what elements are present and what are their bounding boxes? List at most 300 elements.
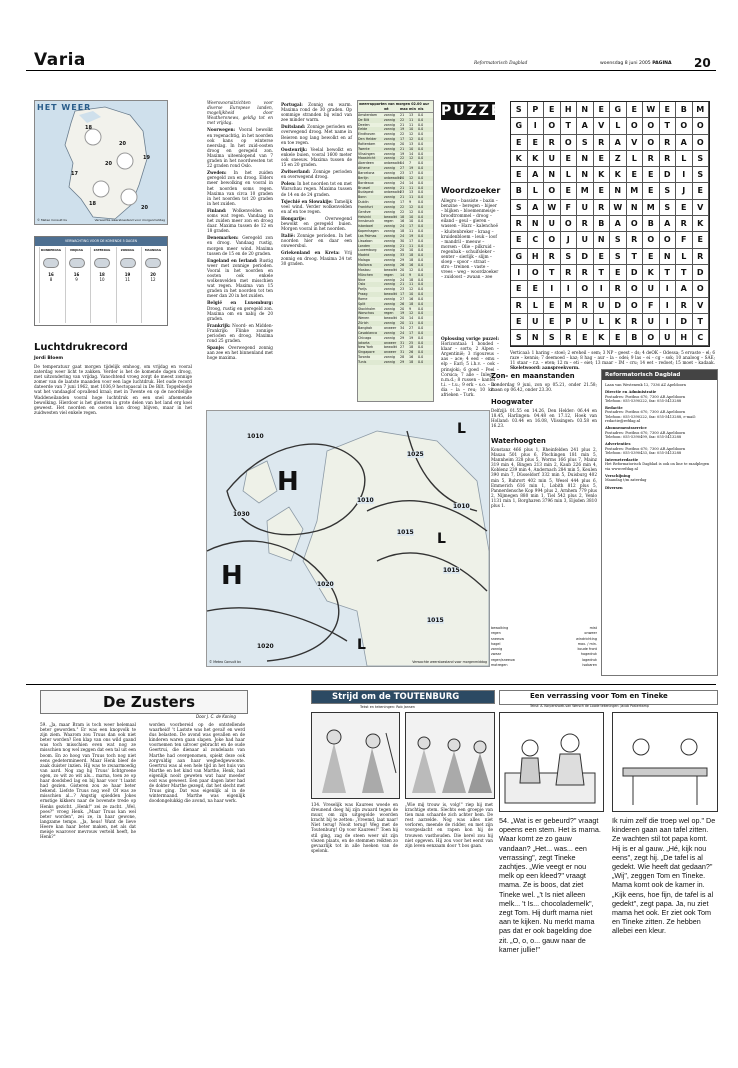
table-cell: 0.0 bbox=[418, 316, 424, 321]
colofon-line: Maandag t/m zaterdag bbox=[605, 478, 647, 483]
temp-label: 19 bbox=[143, 155, 150, 161]
table-cell: 0.0 bbox=[418, 238, 424, 243]
table-cell: 0.0 bbox=[418, 214, 424, 219]
grid-cell: U bbox=[643, 281, 660, 297]
weer-country: Engeland en Ierland: bbox=[207, 257, 258, 263]
weer-text: Zonnige perioden en overwegend droog. Met name in Beieren nog lang bewolkt en af en toe regen. bbox=[281, 124, 352, 145]
legend-item: bewolking bbox=[491, 626, 509, 630]
grid-cell: F bbox=[643, 298, 660, 314]
grid-cell: U bbox=[528, 314, 545, 330]
grid-cell: T bbox=[660, 265, 677, 281]
forecast-day-name: MAANDAG bbox=[144, 248, 162, 252]
grid-cell: U bbox=[544, 216, 561, 232]
grid-cell: J bbox=[561, 232, 578, 248]
weer-paragraph bbox=[207, 170, 273, 206]
table-cell: 0.0 bbox=[418, 156, 424, 161]
grid-cell: K bbox=[610, 167, 627, 183]
weer-text: Zonnig en warm. Maxima rond de 30 graden. Op sommige stranden bij wind van zee minder warm. bbox=[281, 102, 352, 123]
table-cell: 24 bbox=[400, 277, 405, 282]
table-row bbox=[358, 360, 433, 365]
table-cell: 19 bbox=[400, 311, 405, 316]
table-cell: Las Palmas bbox=[358, 233, 377, 238]
forecast-day bbox=[90, 247, 113, 323]
legend-item: koude front bbox=[577, 647, 597, 652]
forecast-day bbox=[141, 247, 164, 323]
grid-cell: R bbox=[577, 265, 594, 281]
weer-paragraph bbox=[207, 323, 273, 343]
table-cell: 26 bbox=[409, 350, 414, 355]
table-cell: Frankfurt bbox=[358, 204, 373, 209]
table-cell: 0.0 bbox=[418, 122, 424, 127]
table-cell: zonnig bbox=[384, 355, 395, 360]
low-pressure-label: L bbox=[457, 421, 466, 437]
grid-cell: R bbox=[511, 216, 528, 232]
table-cell: zonnig bbox=[384, 287, 395, 292]
header-date bbox=[600, 61, 672, 66]
table-cell: zonnig bbox=[384, 229, 395, 234]
grid-cell: P bbox=[561, 314, 578, 330]
grid-cell: R bbox=[627, 232, 644, 248]
table-cell: Budapest bbox=[358, 190, 374, 195]
grid-cell: O bbox=[627, 216, 644, 232]
table-cell: Toronto bbox=[358, 355, 371, 360]
weer-country: Zwitserland: bbox=[281, 169, 311, 175]
grid-cell: S bbox=[511, 200, 528, 216]
weer-country: Griekenland en Kreta: bbox=[281, 250, 340, 256]
map-credit: © Meteo Consult bv bbox=[209, 660, 242, 664]
table-cell: Moskou bbox=[358, 267, 371, 272]
grid-cell: R bbox=[577, 298, 594, 314]
table-cell: 0.0 bbox=[418, 137, 424, 142]
table-cell: Oslo bbox=[358, 282, 366, 287]
table-cell: 24 bbox=[400, 180, 405, 185]
table-cell: zonnig bbox=[384, 277, 395, 282]
grid-row bbox=[511, 216, 709, 232]
grid-cell: E bbox=[610, 330, 627, 346]
grid-cell: I bbox=[660, 314, 677, 330]
woordzoeker-title: Woordzoeker bbox=[441, 186, 501, 195]
weather-logo: HET WEER bbox=[37, 103, 92, 112]
toutenburg-text-2: „Wie mij trouw is, volg!" riep hij met krachtige stem. Slechts een groepje van tien man schaarde zich achter hem. De rest aarzelde. Nog was alles niet verloren, meende de ridder, en met zijn voorgeslacht en rapen kon hij de trouwen vasthouden. Die kerel zou hij niet opgeven. Hij zou voor het eerst van zijn leven eenzaam door 't bos gaan. bbox=[405, 802, 493, 848]
table-cell: 12 bbox=[409, 132, 414, 137]
table-cell: Stockholm bbox=[358, 306, 376, 311]
grid-cell: G bbox=[511, 249, 528, 265]
grid-cell: E bbox=[511, 281, 528, 297]
table-cell: 33 bbox=[400, 253, 405, 258]
legend-item: windrichting bbox=[576, 636, 597, 641]
comic-drawing bbox=[613, 713, 717, 811]
grid-cell: D bbox=[660, 167, 677, 183]
grid-cell: O bbox=[544, 118, 561, 134]
table-cell: 18 bbox=[409, 277, 414, 282]
weer-paragraph bbox=[207, 300, 273, 320]
toutenburg-banner bbox=[311, 690, 495, 704]
table-cell: 12 bbox=[409, 209, 414, 214]
weer-text: Overwegend zonnig aan zee en het binnenland met hoge maxima. bbox=[207, 345, 273, 361]
table-cell: 0.0 bbox=[418, 146, 424, 151]
forecast-min: 8 bbox=[49, 277, 53, 282]
grid-cell: V bbox=[627, 135, 644, 151]
colofon-body bbox=[605, 383, 714, 671]
grid-cell: R bbox=[627, 314, 644, 330]
table-cell: 0.0 bbox=[418, 112, 424, 117]
table-cell: Jakarta bbox=[358, 340, 370, 345]
table-cell: 23 bbox=[400, 190, 405, 195]
table-cell: 17 bbox=[400, 137, 405, 142]
map-credit: © Meteo Consult bv bbox=[37, 218, 68, 222]
table-cell: 0.0 bbox=[418, 127, 424, 132]
waterhoogten-title: Waterhoogten bbox=[491, 437, 546, 445]
table-cell: 23 bbox=[400, 170, 405, 175]
table-cell: 21 bbox=[400, 122, 405, 127]
grid-row bbox=[511, 167, 709, 183]
weer-paragraph bbox=[207, 258, 273, 299]
grid-cell: U bbox=[577, 232, 594, 248]
grid-cell: O bbox=[577, 281, 594, 297]
grid-cell: L bbox=[528, 183, 545, 199]
table-cell: onbewolkt bbox=[384, 190, 402, 195]
grid-cell: E bbox=[528, 281, 545, 297]
table-cell: Luxemburg bbox=[358, 248, 377, 253]
puzzel-title: PUZZEL bbox=[441, 103, 514, 119]
table-cell: Amsterdam bbox=[358, 112, 378, 117]
tom-tineke-credit: Tekst: A. Korpershoek-van Wersch de Loode tekeningen: Jacob Posterkamp bbox=[530, 704, 649, 708]
grid-cell: D bbox=[610, 298, 627, 314]
legend-item: isobaren bbox=[582, 663, 597, 668]
table-cell: 16 bbox=[409, 296, 414, 301]
table-cell: 11 bbox=[409, 195, 414, 200]
grid-cell: S bbox=[561, 249, 578, 265]
weer-text: Droog, rustig en geregeld zon. Maxima om en nabij de 20 graden. bbox=[207, 305, 273, 321]
grid-cell: I bbox=[544, 281, 561, 297]
grid-cell: O bbox=[660, 232, 677, 248]
colofon-title: Reformatorisch Dagblad bbox=[602, 370, 717, 380]
table-cell: 0.0 bbox=[418, 161, 424, 166]
forecast-max: 18 bbox=[99, 272, 105, 277]
weather-table-title: weerrapporten van morgen 02.00 uur bbox=[359, 102, 430, 106]
table-cell: zonnig bbox=[384, 258, 395, 263]
grid-cell: G bbox=[511, 118, 528, 134]
table-cell: 0.0 bbox=[418, 190, 424, 195]
table-cell: Casablanca bbox=[358, 330, 378, 335]
table-cell: New York bbox=[358, 345, 374, 350]
low-pressure-label: L bbox=[437, 531, 446, 547]
grid-cell: L bbox=[610, 118, 627, 134]
grid-cell: O bbox=[693, 118, 710, 134]
table-cell: 0.0 bbox=[418, 175, 424, 180]
legend-item: mist bbox=[589, 626, 597, 630]
grid-cell: B bbox=[676, 102, 693, 118]
grid-cell: R bbox=[610, 281, 627, 297]
weer-country: Frankrijk: bbox=[207, 322, 231, 328]
forecast-table bbox=[34, 236, 168, 326]
forecast-min: 9 bbox=[75, 277, 78, 282]
table-cell: zonnig bbox=[384, 112, 395, 117]
grid-cell: K bbox=[528, 151, 545, 167]
weather-table-header-cell bbox=[358, 107, 384, 112]
weer-text: Tamelijk veel wind. Verder wolkenvelden en af en toe regen. bbox=[281, 198, 352, 214]
grid-cell: L bbox=[676, 249, 693, 265]
grid-cell: N bbox=[577, 151, 594, 167]
table-cell: Kopenhagen bbox=[358, 229, 379, 234]
low-pressure-label: L bbox=[357, 637, 366, 653]
table-cell: zonnig bbox=[384, 166, 395, 171]
map-caption: Verwachte weerstoestand voor morgenmiddag bbox=[412, 660, 487, 664]
table-cell: 18 bbox=[400, 229, 405, 234]
legend-row bbox=[491, 663, 597, 668]
table-cell: 20 bbox=[400, 316, 405, 321]
grid-cell: I bbox=[528, 118, 545, 134]
weer-text: Vrij zonnig en droog. Maxima 24 tot 30 graden. bbox=[281, 250, 352, 266]
table-cell: zonnig bbox=[384, 263, 395, 267]
table-cell: Chicago bbox=[358, 335, 372, 340]
toutenburg-credit: Tekst en tekeningen: Rob Jansen bbox=[360, 705, 415, 709]
grid-cell: R bbox=[693, 249, 710, 265]
isobar-label: 1030 bbox=[233, 511, 250, 518]
table-cell: 0.0 bbox=[418, 151, 424, 156]
table-cell: 18 bbox=[409, 253, 414, 258]
weer-country: Noorwegen: bbox=[207, 127, 236, 133]
grid-cell: W bbox=[643, 102, 660, 118]
table-cell: 0.0 bbox=[418, 325, 424, 330]
grid-cell: C bbox=[528, 232, 545, 248]
table-cell: bewolkt bbox=[384, 292, 397, 297]
table-cell: Berlijn bbox=[358, 175, 369, 180]
grid-cell: O bbox=[643, 118, 660, 134]
table-cell: zonnig bbox=[384, 282, 395, 287]
colofon-line: Postadres: Postbus 670, 7300 AR Apeldoorn bbox=[605, 446, 686, 451]
grid-cell: S bbox=[610, 232, 627, 248]
table-cell: onweer bbox=[384, 325, 397, 330]
grid-cell: T bbox=[544, 265, 561, 281]
grid-row bbox=[511, 314, 709, 330]
weather-map bbox=[34, 100, 168, 225]
forecast-day-name: ZATERDAG bbox=[93, 248, 111, 252]
table-cell: Malaga bbox=[358, 258, 370, 263]
table-cell: 0.0 bbox=[418, 141, 424, 146]
table-cell: 16 bbox=[400, 219, 405, 224]
table-cell: 0.0 bbox=[418, 180, 424, 185]
weer-text: Vooral bewolkt en regenachtig, in het noorden ook kans op winterse neerslag. In het zuid-oosten droog en geregeld zon. Maxima uiteenlopend van 7 graden in het noordwesten tot 22 graden rond Oslo. bbox=[207, 127, 273, 169]
table-cell: zonnig bbox=[384, 238, 395, 243]
grid-cell: E bbox=[577, 330, 594, 346]
table-cell: 12 bbox=[409, 287, 414, 292]
grid-cell: R bbox=[594, 135, 611, 151]
table-cell: zonnig bbox=[384, 195, 395, 200]
table-cell: 22 bbox=[400, 204, 405, 209]
table-cell: zonnig bbox=[384, 132, 395, 137]
table-cell: Istanboel bbox=[358, 224, 374, 229]
temp-label: 20 bbox=[105, 161, 112, 167]
table-cell: 14 bbox=[400, 161, 405, 166]
grid-cell: R bbox=[676, 298, 693, 314]
table-cell: zonnig bbox=[384, 137, 395, 142]
forecast-max: 20 bbox=[150, 272, 156, 277]
forecast-title: VERWACHTING VOOR DE KOMENDE 5 DAGEN bbox=[35, 237, 167, 246]
table-cell: 10 bbox=[409, 127, 414, 132]
table-cell: 11 bbox=[409, 117, 414, 122]
weer-text: In het zuiden geregeld zon en droog. Elders meer bewolking en vooral in het noorden soms regen. Maxima van circa 10 graden in het noorden tot 20 graden in het zuiden. bbox=[207, 170, 273, 206]
weer-country: Tsjechië en Slowakije: bbox=[281, 198, 333, 204]
grid-cell: S bbox=[660, 183, 677, 199]
table-cell: 0.0 bbox=[418, 229, 424, 234]
table-cell: 0.0 bbox=[418, 132, 424, 137]
grid-cell: O bbox=[643, 330, 660, 346]
grid-cell: U bbox=[577, 314, 594, 330]
legend-item: hogedruk bbox=[580, 652, 597, 657]
weer-text: Wolkenvelden en soms wat regen. Vandaag in het zuiden meer zon en droog daar. Maxima tussen de 12 en 18 graden. bbox=[207, 207, 273, 234]
grid-cell: A bbox=[676, 135, 693, 151]
table-cell: 16 bbox=[409, 263, 414, 267]
grid-cell: V bbox=[594, 118, 611, 134]
grid-cell: T bbox=[676, 265, 693, 281]
table-cell: 12 bbox=[409, 267, 414, 272]
colofon-line: Telefoon: 055-5390499, fax: 055-5413288 bbox=[605, 434, 682, 439]
grid-cell: N bbox=[544, 167, 561, 183]
colofon-line: Advertenties bbox=[605, 442, 631, 447]
table-cell: 14 bbox=[409, 180, 414, 185]
table-cell: Dublin bbox=[358, 200, 369, 205]
temp-label: 20 bbox=[119, 141, 126, 147]
grid-cell: I bbox=[660, 281, 677, 297]
table-cell: 0.0 bbox=[418, 166, 424, 171]
grid-row bbox=[511, 281, 709, 297]
table-cell: 19 bbox=[409, 166, 414, 171]
table-cell: 0.0 bbox=[418, 224, 424, 229]
high-pressure-label: H bbox=[277, 467, 299, 497]
table-cell: 20 bbox=[400, 248, 405, 253]
isobar-label: 1015 bbox=[443, 567, 460, 574]
grid-row bbox=[511, 151, 709, 167]
table-cell: 9 bbox=[409, 272, 412, 277]
table-cell: 10 bbox=[409, 214, 414, 219]
table-cell: Parijs bbox=[358, 287, 367, 292]
table-cell: Londen bbox=[358, 243, 371, 248]
grid-cell: N bbox=[528, 330, 545, 346]
weer-country: Oostenrijk: bbox=[281, 146, 308, 152]
table-cell: zonnig bbox=[384, 335, 395, 340]
grid-cell: O bbox=[693, 135, 710, 151]
table-cell: 22 bbox=[400, 156, 405, 161]
weer-text: Zonnige perioden. In het noorden hier en daar een onweersbui. bbox=[281, 233, 352, 249]
word-search-grid bbox=[510, 101, 710, 347]
solution-text: Horizontaal: 1 bonded – klaar – sorts; 2 Alpen – Argentinië; 3 rigoureus – aas – ace; 4 eed – emu – elp – Earl; 5 i.h.v. – ook – prinsjoki; 6 goed – Peel – Corsica; 7 alle – Inlego – n.m.d.; 8 russen – kantel – t.i. – t.u.; 9 erk – s.o. – la – dia – la – reu; 10 kit – afrieken – Turk. bbox=[441, 341, 499, 398]
grid-row bbox=[511, 330, 709, 346]
weather-table bbox=[357, 100, 434, 402]
weer-country: Spanje: bbox=[207, 345, 225, 351]
weer-paragraph bbox=[281, 250, 352, 265]
weer-country: Polen: bbox=[281, 181, 296, 187]
grid-cell: E bbox=[627, 167, 644, 183]
legend-item: motregen bbox=[491, 663, 508, 668]
table-cell: 0.0 bbox=[418, 195, 424, 200]
table-cell: Den Helder bbox=[358, 137, 377, 142]
grid-cell: S bbox=[544, 330, 561, 346]
grid-cell: R bbox=[544, 135, 561, 151]
hoogwater-title: Hoogwater bbox=[491, 398, 533, 406]
solution-label: Oplossing vorige puzzel: bbox=[441, 336, 499, 341]
table-cell: zonnig bbox=[384, 306, 395, 311]
grid-cell: I bbox=[561, 281, 578, 297]
grid-row bbox=[511, 265, 709, 281]
table-cell: onweer bbox=[384, 350, 397, 355]
weer-paragraph bbox=[207, 235, 273, 255]
grid-cell: O bbox=[693, 281, 710, 297]
colofon-line: Telefoon: 055-5390433, fax: 055-5413288 bbox=[605, 450, 682, 455]
colofon-line: Telefoon: 055-5390222, fax: 055-5413288 bbox=[605, 398, 682, 403]
table-cell: 10 bbox=[409, 248, 414, 253]
grid-cell: K bbox=[643, 265, 660, 281]
forecast-max: 16 bbox=[73, 272, 80, 277]
colofon-line: Redactie bbox=[605, 406, 623, 411]
grid-cell: N bbox=[577, 167, 594, 183]
grid-cell: A bbox=[577, 118, 594, 134]
table-cell: zonnig bbox=[384, 233, 395, 238]
table-cell: Maastricht bbox=[358, 156, 376, 161]
grid-cell: N bbox=[528, 216, 545, 232]
grid-cell: D bbox=[627, 265, 644, 281]
grid-cell: T bbox=[693, 314, 710, 330]
grid-cell: E bbox=[511, 314, 528, 330]
table-cell: 14 bbox=[400, 272, 405, 277]
grid-cell: O bbox=[627, 118, 644, 134]
grid-cell: U bbox=[643, 314, 660, 330]
table-cell: 25 bbox=[409, 340, 414, 345]
isobar-label: 1025 bbox=[407, 451, 424, 458]
grid-cell: S bbox=[610, 249, 627, 265]
colofon-line: Directie en Administratie bbox=[605, 390, 657, 395]
table-cell: 0.0 bbox=[418, 311, 424, 316]
grid-cell: U bbox=[660, 330, 677, 346]
page-number: 20 bbox=[694, 56, 711, 70]
table-cell: 12 bbox=[409, 311, 414, 316]
table-cell: 17 bbox=[409, 238, 414, 243]
weer-paragraph bbox=[281, 102, 352, 122]
grid-cell: M bbox=[561, 298, 578, 314]
table-cell: 19 bbox=[400, 151, 405, 156]
grid-cell: E bbox=[511, 232, 528, 248]
table-cell: zonnig bbox=[384, 359, 395, 364]
grid-cell: A bbox=[528, 167, 545, 183]
table-cell: Praag bbox=[358, 292, 368, 297]
grid-cell: L bbox=[627, 151, 644, 167]
grid-cell: B bbox=[511, 183, 528, 199]
table-cell: zonnig bbox=[384, 185, 395, 190]
table-cell: 28 bbox=[400, 355, 405, 360]
table-cell: 0.0 bbox=[418, 335, 424, 340]
grid-cell: R bbox=[544, 249, 561, 265]
toutenburg-text-1: 134. Vreselijk was Kaurees woede en dreunend doeg hij zijn zwaard tegen de muur, om zijn uitgegolde woorden kracht bij te zetten: „Vreemd, laat naar! Niet terug! Nooit terug! Weg met de Toutenburg! Op voor Kaurees!" Toen hij stil ging, zag de steen weer uit zijn vlezen plaats, en de stemmen reikten zo gevaarlijk tot in alle hoeken van de spelonk. bbox=[311, 802, 398, 853]
isobar-label: 1010 bbox=[247, 433, 264, 440]
table-cell: 19 bbox=[400, 127, 405, 132]
table-cell: bewolkt bbox=[384, 316, 397, 321]
isobar-map bbox=[207, 411, 489, 666]
weer-paragraph bbox=[281, 181, 352, 196]
weer-paragraph bbox=[207, 345, 273, 360]
colofon-line: Diversen bbox=[605, 485, 623, 490]
table-cell: Nice bbox=[358, 277, 366, 282]
puzzle-solution-vertical bbox=[510, 350, 715, 371]
table-cell: 20 bbox=[400, 321, 405, 326]
table-cell: zonnig bbox=[384, 330, 395, 335]
table-cell: Warschau bbox=[358, 311, 375, 316]
grid-cell: S bbox=[693, 151, 710, 167]
table-cell: 29 bbox=[400, 335, 405, 340]
table-cell: Bordeaux bbox=[358, 180, 374, 185]
grid-row bbox=[511, 249, 709, 265]
grid-cell: G bbox=[610, 102, 627, 118]
temp-label: 20 bbox=[141, 205, 148, 211]
